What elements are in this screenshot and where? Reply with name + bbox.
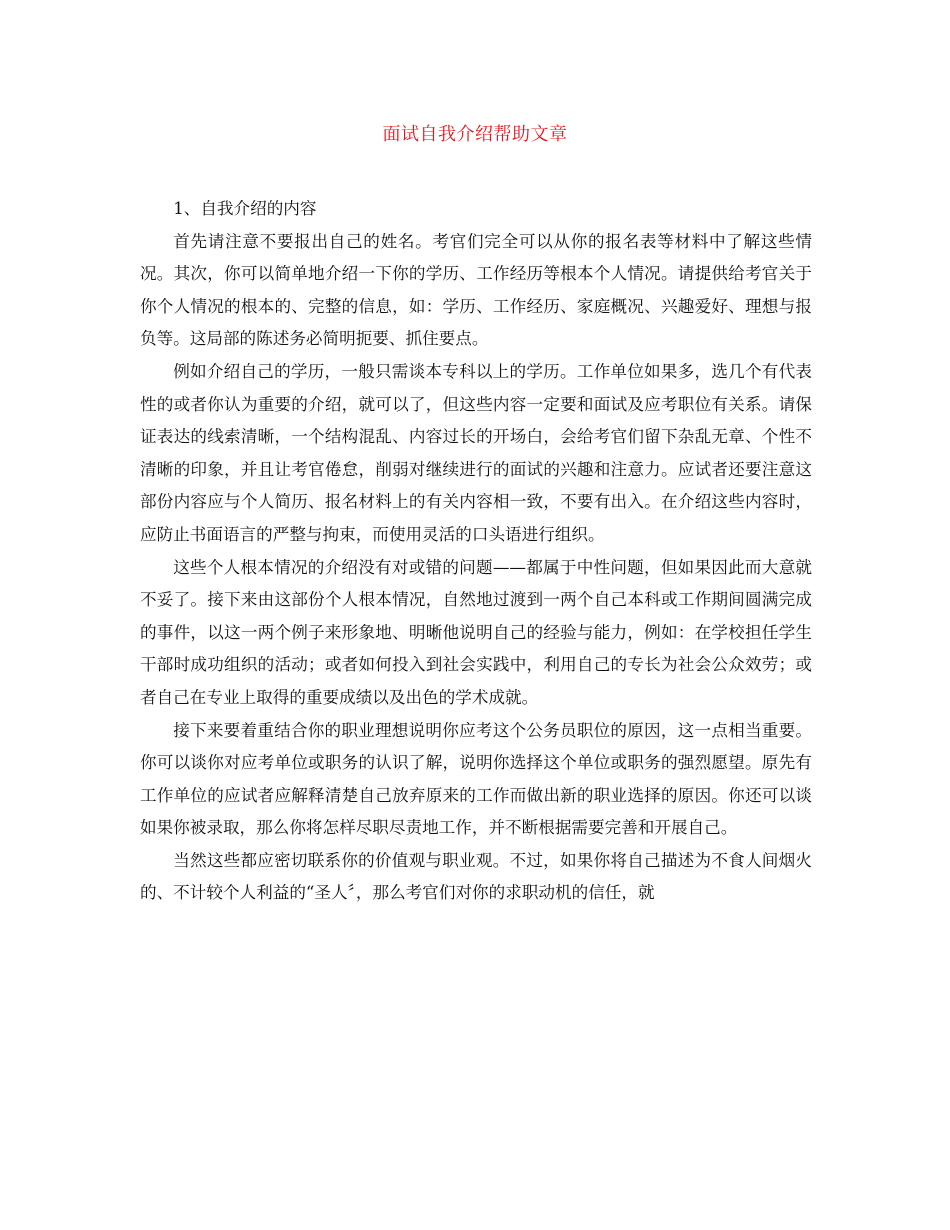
section-heading: 1、自我介绍的内容 (173, 199, 317, 218)
paragraph: 接下来要着重结合你的职业理想说明你应考这个公务员职位的原因，这一点相当重要。你可以谈你对应考单位或职务的认识了解，说明你选择这个单位或职务的强烈愿望。原先有工作单位的应试者应解释清楚自己放弃原来的工作而做出新的职业选择的原因。你还可以谈如果你被录取，那么你将怎样尽职尽责地工作，并不断根据需要完善和开展自己。 (140, 720, 812, 838)
document-body (140, 193, 812, 910)
paragraph: 例如介绍自己的学历，一般只需谈本专科以上的学历。工作单位如果多，选几个有代表性的或者你认为重要的介绍，就可以了，但这些内容一定要和面试及应考职位有关系。请保证表达的线索清晰，一个结构混乱、内容过长的开场白，会给考官们留下杂乱无章、个性不清晰的印象，并且让考官倦怠，削弱对继续进行的面试的兴趣和注意力。应试者还要注意这部份内容应与个人简历、报名材料上的有关内容相一致，不要有出入。在介绍这些内容时，应防止书面语言的严整与拘束，而使用灵活的口头语进行组织。 (140, 361, 812, 544)
paragraph: 这些个人根本情况的介绍没有对或错的问题——都属于中性问题，但如果因此而大意就不妥了。接下来由这部份个人根本情况，自然地过渡到一两个自己本科或工作期间圆满完成的事件，以这一两个例子来形象地、明晰他说明自己的经验与能力，例如：在学校担任学生干部时成功组织的活动；或者如何投入到社会实践中，利用自己的专长为社会公众效劳；或者自己在专业上取得的重要成绩以及出色的学术成就。 (140, 557, 812, 707)
paragraph: 当然这些都应密切联系你的价值观与职业观。不过，如果你将自己描述为不食人间烟火的、不计较个人利益的“圣人〞，那么考官们对你的求职动机的信任，就 (140, 850, 812, 903)
paragraph: 首先请注意不要报出自己的姓名。考官们完全可以从你的报名表等材料中了解这些情况。其次，你可以简单地介绍一下你的学历、工作经历等根本个人情况。请提供给考官关于你个人情况的根本的、完整的信息，如：学历、工作经历、家庭概况、兴趣爱好、理想与报负等。这局部的陈述务必简明扼要、抓住要点。 (140, 231, 812, 349)
document-title: 面试自我介绍帮助文章 (382, 124, 568, 145)
